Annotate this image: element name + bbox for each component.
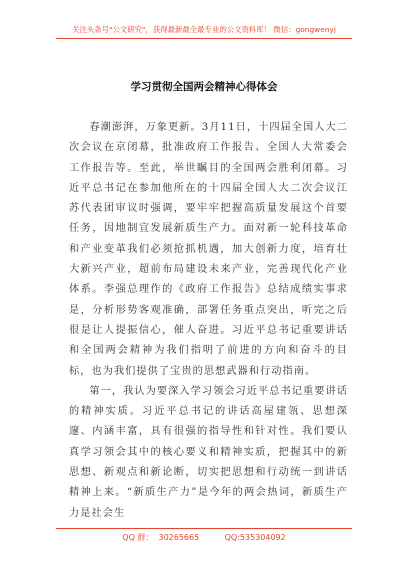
footer-divider bbox=[56, 528, 352, 529]
document-body bbox=[69, 118, 348, 524]
footer-contact-text: QQ 群： 30265665 QQ:535304092 bbox=[122, 533, 286, 542]
body-paragraph: 第一，我认为要深入学习领会习近平总书记重要讲话的精神实质。习近平总书记的讲话高屋建瓴、思想深邃、内涵丰富，具有很强的指导性和针对性。我们要认真学习领会其中的核心要义和精神实质，把握其中的新思想、新观点和新论断，切实把思想和行动统一到讲话精神上来。“新质生产力”是今年的两会热词，新质生产力是社会生 bbox=[69, 385, 348, 519]
header-promo-text: 关注头条号"公文研究"，获得最新最全最专业的公文资料库！ 微信：gongwenyj bbox=[72, 25, 336, 34]
body-paragraph: 春潮澎湃，万象更新。3月11日，十四届全国人大二次会议在京闭幕，批准政府工作报告、全国人大常委会工作报告等。至此，举世瞩目的全国两会胜利闭幕。习近平总书记在参加他所在的十四届全国人大二次会议江苏代表团审议时强调，要牢牢把握高质量发展这个首要任务，因地制宜发展新质生产力。面对新一轮科技革命和产业变革我们必须抢抓机遇，加大创新力度，培育壮大新兴产业，超前布局建设未来产业，完善现代化产业体系。李强总理作的《政府工作报告》总结成绩实事求是，分析形势客观准确，部署任务重点突出，听完之后很是让人提振信心，催人奋进。习近平总书记重要讲话和全国两会精神为我们指明了前进的方向和奋斗的目标，也为我们提供了宝贵的思想武器和行动指南。 bbox=[69, 122, 348, 377]
header-divider bbox=[56, 38, 352, 39]
document-title: 学习贯彻全国两会精神心得体会 bbox=[130, 81, 278, 93]
